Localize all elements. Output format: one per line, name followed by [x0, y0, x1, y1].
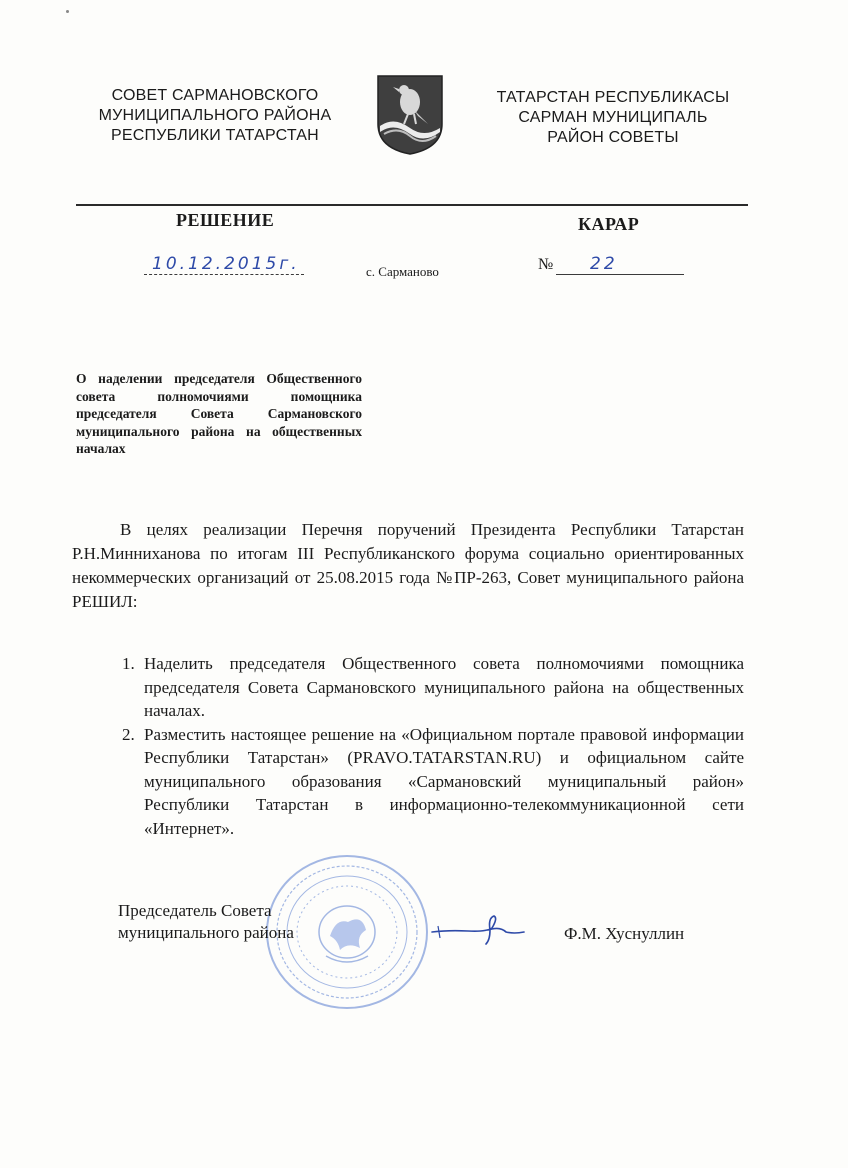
header-right-line: САРМАН МУНИЦИПАЛЬ [518, 109, 708, 126]
header-left-line: РЕСПУБЛИКИ ТАТАРСТАН [111, 127, 319, 144]
decision-items-list [116, 652, 744, 840]
number-underline [556, 274, 684, 275]
signatory-title [118, 900, 294, 944]
handwritten-signature [428, 910, 528, 950]
place-of-issue: с. Сарманово [366, 264, 439, 279]
date-underline [144, 274, 304, 275]
header-divider [76, 204, 748, 206]
number-label: № [538, 256, 554, 273]
item-text: Наделить председателя Общественного совета полномочиями помощника председателя Совета Сармановского муниципального района на общественных началах. [144, 654, 744, 720]
handwritten-date: 10.12.2015г. [152, 254, 300, 274]
decision-title-tatar: КАРАР [578, 214, 640, 234]
header-left-line: МУНИЦИПАЛЬНОГО РАЙОНА [98, 107, 332, 124]
scan-speck [66, 10, 69, 13]
signatory-title-line: Председатель Совета [118, 901, 272, 920]
item-number: 2. [122, 724, 135, 744]
list-item [116, 652, 744, 723]
item-number: 1. [122, 654, 135, 673]
header-left-russian [70, 86, 360, 146]
header-left-line: СОВЕТ САРМАНОВСКОГО [111, 87, 319, 104]
list-item [116, 723, 744, 841]
decision-subject: О наделении председателя Общественного совета полномочиями помощника председателя Совета Сармановского муниципального района на общественных началах [76, 371, 362, 456]
header-right-line: ТАТАРСТАН РЕСПУБЛИКАСЫ [496, 89, 730, 106]
signatory-name: Ф.М. Хуснуллин [564, 924, 685, 943]
item-text: Разместить настоящее решение на «Официальном портале правовой информации Республики Татарстан» (PRAVO.TATARSTAN.RU) и официальном сайте муниципального образования «Сармановский муниципальный район» Республики Татарстан в информационно-телекоммуникационной сети «Интернет». [144, 724, 744, 838]
header-right-tatar [468, 88, 758, 148]
preamble-paragraph: В целях реализации Перечня поручений Президента Республики Татарстан Р.Н.Минниханова по итогам III Республиканского форума социально ориентированных некоммерческих организаций от 25.08.2015 года №ПР-263, Совет муниципального района РЕШИЛ: [72, 520, 744, 611]
coat-of-arms-emblem [374, 72, 446, 156]
handwritten-number: 22 [590, 254, 618, 274]
signatory-title-line: муниципального района [118, 923, 294, 942]
decision-title-russian: РЕШЕНИЕ [176, 210, 275, 230]
header-right-line: РАЙОН СОВЕТЫ [547, 129, 679, 146]
